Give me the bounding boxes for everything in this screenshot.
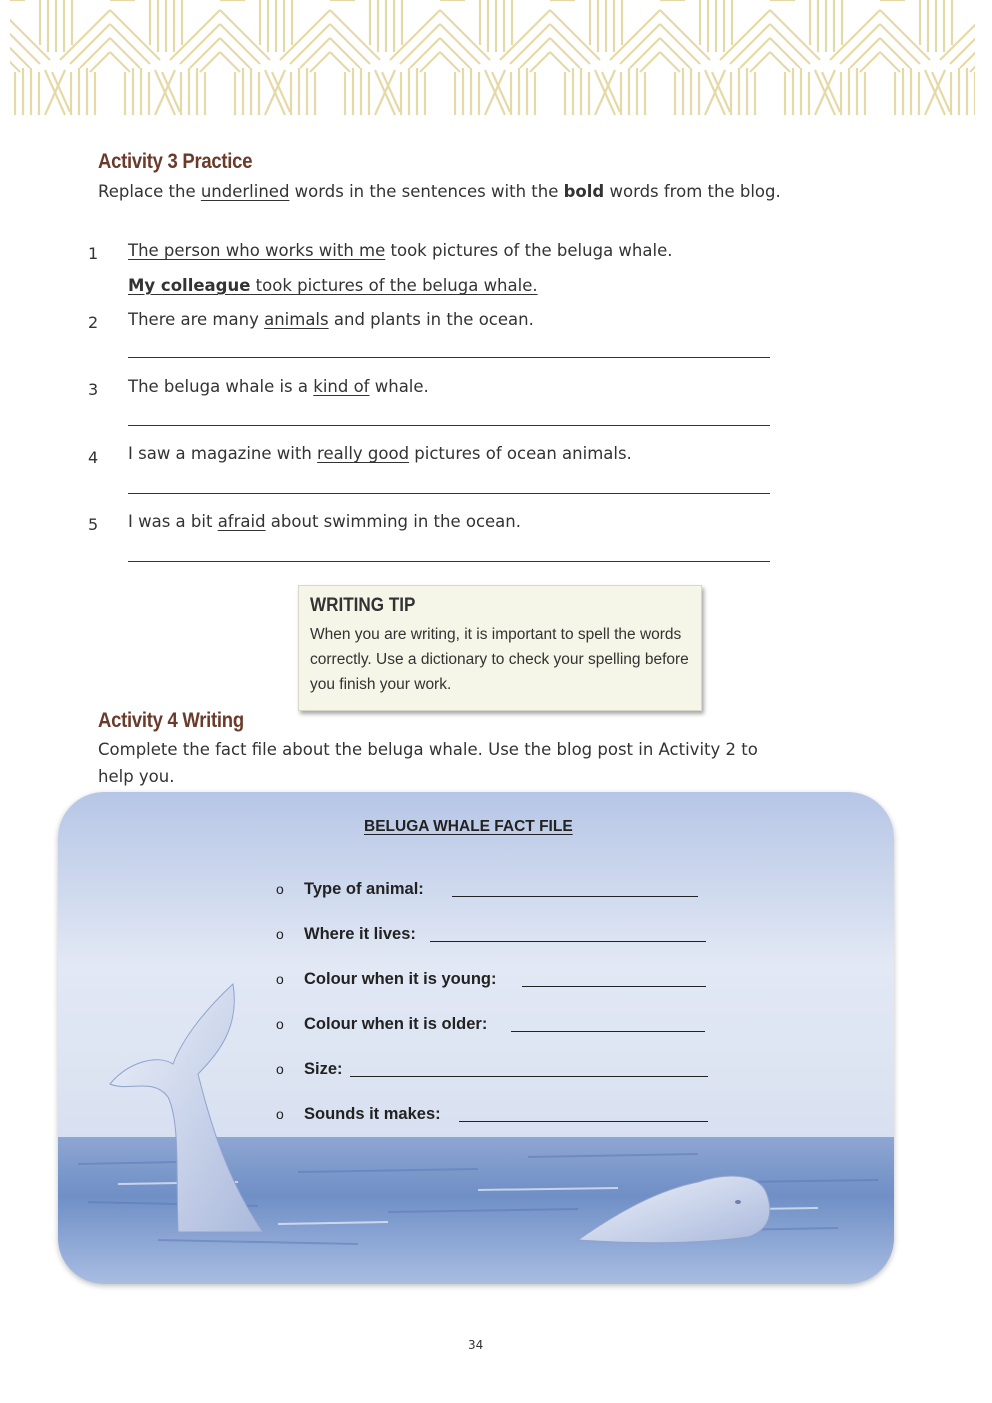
fact-file-card: [58, 792, 894, 1284]
question-number: 5: [88, 515, 99, 534]
question-number: 2: [88, 313, 99, 332]
fact-file-title: BELUGA WHALE FACT FILE: [364, 818, 573, 835]
fact-file-item: o Colour when it is young:: [276, 970, 497, 988]
beluga-whale-illustration: [58, 792, 894, 1284]
page-number: 34: [468, 1338, 484, 1352]
question-number: 3: [88, 380, 99, 399]
fact-file-answer-line[interactable]: [430, 941, 706, 942]
fact-file-item: o Where it lives:: [276, 925, 416, 943]
question-sentence: I was a bit afraid about swimming in the ocean.: [128, 512, 521, 531]
question-sentence: I saw a magazine with really good pictures of ocean animals.: [128, 444, 632, 463]
writing-tip-body: When you are writing, it is important to spell the words correctly. Use a dictionary to check your spelling before you finish your work.: [310, 626, 689, 693]
example-answer: My colleague took pictures of the beluga whale.: [128, 276, 538, 295]
writing-tip-title: WRITING TIP: [310, 595, 416, 616]
activity-3-title: Activity 3 Practice: [98, 150, 253, 173]
answer-line[interactable]: [128, 561, 770, 562]
fact-file-answer-line[interactable]: [511, 1031, 705, 1032]
question-sentence: The person who works with me took pictures of the beluga whale.: [128, 241, 673, 260]
activity-4-instruction: Complete the fact file about the beluga whale. Use the blog post in Activity 2 to help you.: [98, 740, 758, 786]
fact-file-answer-line[interactable]: [452, 896, 698, 897]
answer-line[interactable]: [128, 357, 770, 358]
question-sentence: There are many animals and plants in the ocean.: [128, 310, 534, 329]
question-number: 1: [88, 244, 99, 263]
question-number: 4: [88, 448, 99, 467]
fact-file-answer-line[interactable]: [350, 1076, 708, 1077]
question-sentence: The beluga whale is a kind of whale.: [128, 377, 429, 396]
header-pattern-banner: [0, 0, 992, 120]
fact-file-item: o Size:: [276, 1060, 343, 1078]
fact-file-answer-line[interactable]: [459, 1121, 708, 1122]
answer-line[interactable]: [128, 425, 770, 426]
answer-line[interactable]: [128, 493, 770, 494]
fact-file-item: o Colour when it is older:: [276, 1015, 488, 1033]
fact-file-answer-line[interactable]: [522, 986, 706, 987]
fact-file-item: o Sounds it makes:: [276, 1105, 441, 1123]
writing-tip-box: [298, 585, 702, 711]
activity-3-instruction: Replace the underlined words in the sentences with the bold words from the blog.: [98, 182, 781, 201]
activity-4-title: Activity 4 Writing: [98, 709, 244, 732]
fact-file-item: o Type of animal:: [276, 880, 424, 898]
